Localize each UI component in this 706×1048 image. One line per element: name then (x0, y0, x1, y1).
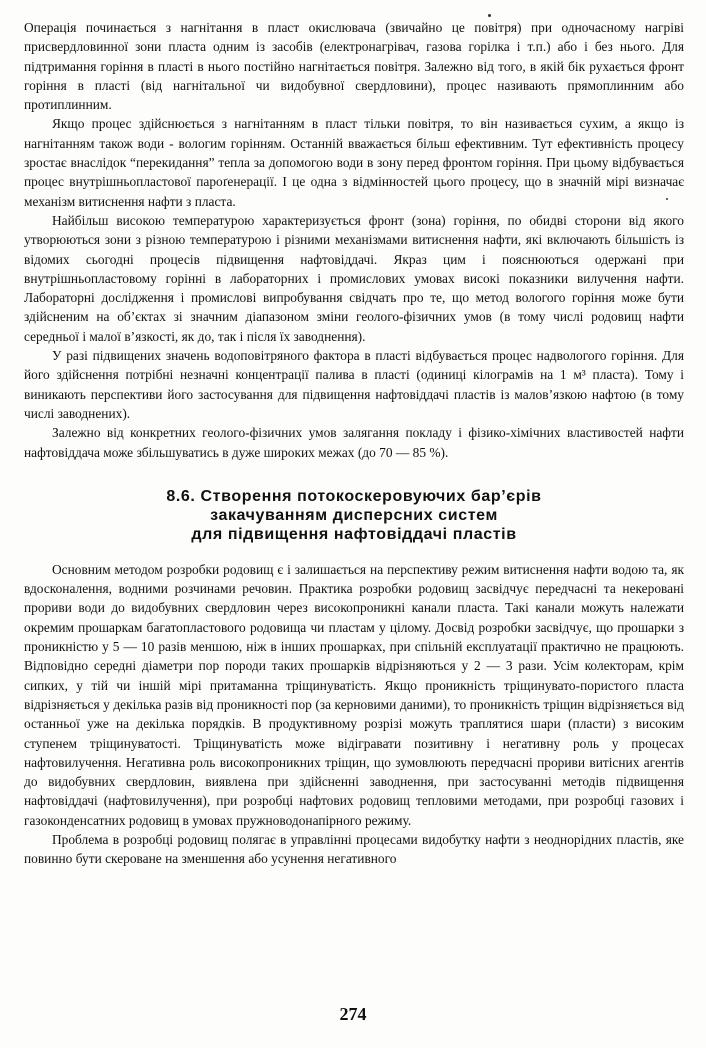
paragraph: Основним методом розробки родовищ є і залишається на перспективу режим витиснення нафти водою та, як вдосконалення, водними розчинами речовин. Практика розробки родовищ засвідчує передчасні та некеровані прориви води до видобувних свердловин через високопроникні канали пласта. Такі канали можуть належати окремим прошаркам багатопластового родовища чи пластам у цілому. Досвід розробки засвідчує, що прошарки з проникністю у 5 — 10 разів меншою, ніж в інших прошарках, при спільній експлуатації практично не працюють. Відповідно середні діаметри пор породи таких прошарків відрізняються у 2 — 3 рази. Усім колекторам, крім сипких, у тій чи іншій мірі притаманна тріщинуватість. Якщо проникність тріщинувато-пористого пласта відрізняється у декілька разів від проникності пор (за керновими даними), то проникність тріщин відрізняється від останньої уже на декілька порядків. В продуктивному розрізі можуть траплятися шари (пласти) з високим ступенем тріщинуватості. Тріщинуватість може відігравати позитивну і негативну роль у процесах нафтовилучення. Негативна роль високопроникних тріщин, що зумовлюють передчасні прориви витісних агентів до видобувних свердловин, виявлена при здійсненні заводнення, при застосуванні методів підвищення нафтовіддачі (нафтовилучення), при розробці нафтових родовищ тепловими методами, при розробці газових і газоконденсатних родовищ в умовах пружноводонапірного режиму. (24, 561, 684, 828)
section-heading-line: 8.6. Створення потокоскеровуючих бар’єрів (166, 487, 542, 505)
page-number: 274 (339, 1004, 367, 1024)
page-content (24, 18, 684, 869)
paragraph: У разі підвищених значень водоповітряного фактора в пласті відбувається процес надвологого горіння. Для його здійснення потрібні незначні концентрації палива в пласті (одиниці кілограмів на 1 м³ пласта). Тому і виникають перспективи його застосування для підвищення нафтовіддачі пластів із малов’язкою нафтою (в тому числі заводнених). (24, 348, 684, 421)
scan-speck (488, 14, 491, 17)
section-heading-line: закачуванням дисперсних систем (210, 506, 498, 524)
paragraph: Залежно від конкретних геолого-фізичних умов залягання покладу і фізико-хімічних властивостей нафти нафтовіддача може збільшуватись в дуже широких межах (до 70 — 85 %). (24, 425, 684, 460)
paragraph: Якщо процес здійснюється з нагнітанням в пласт тільки повітря, то він називається сухим, а якщо із нагнітанням також води - вологим горінням. Останній вважається більш ефективним. Тут ефективність процесу зростає внаслідок “перекидання” тепла за допомогою води в зону перед фронтом горіння. При цьому відбувається процес внутрішньопластової пароґенерації. І це одна з відмінностей цього процесу, що в значній мірі визначає механізм витиснення нафти з пласта. (24, 116, 684, 209)
paragraph: Проблема в розробці родовищ полягає в управлінні процесами видобутку нафти з неоднорідних пластів, яке повинно бути скероване на зменшення або усунення негативного (24, 831, 684, 867)
paragraph: Найбільш високою температурою характеризується фронт (зона) горіння, по обидві сторони від якого утворюються зони з різною температурою і різними механізмами витиснення нафти, які включають більшість із відомих сьогодні процесів підвищення нафтовіддачі. Якраз цим і пояснюються одержані при внутрішньопластовому горінні в лабораторних і промислових умовах високі показники вилучення нафти. Лабораторні дослідження і промислові випробування свідчать про те, що метод вологого горіння може бути здійсненим на об’єктах зі значним діапазоном зміни геолого-фізичних умов (в тому числі родовищ нафти середньої і малої в’язкості, як до, так і після їх заводнення). (24, 212, 684, 344)
paragraph: Операція починається з нагнітання в пласт окислювача (звичайно це повітря) при одночасному нагріві присвердловинної зони пласта одним із засобів (електронагрівач, газова горілка і т.п.) або і без нього. Для підтримання горіння в пласті в нього постійно нагнітається повітря. Залежно від того, в якій бік рухається фронт горіння в пласті (від нагнітальної чи видобувної свердловини), процес називають прямоплинним або протиплинним. (24, 20, 684, 113)
section-heading-line: для підвищення нафтовіддачі пластів (191, 525, 517, 543)
section-heading (24, 487, 684, 544)
